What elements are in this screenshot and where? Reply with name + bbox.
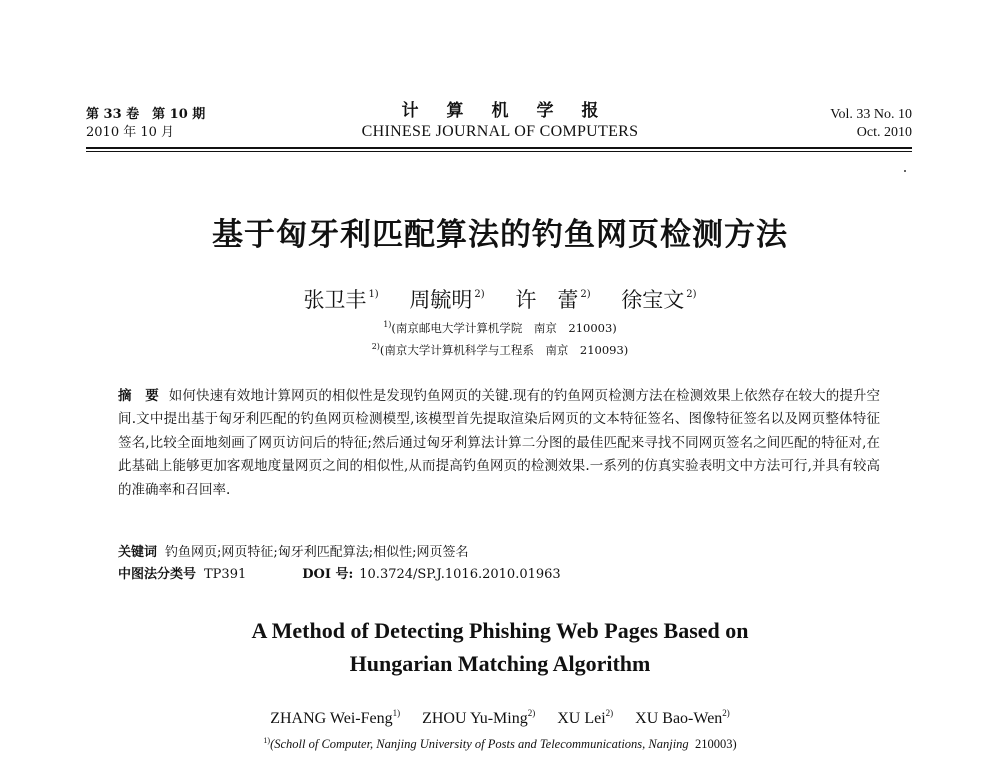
author-cn: 许 蕾 $^{2)}$ (515, 288, 591, 312)
doi-label: DOI 号: (302, 567, 354, 582)
authors-en (0, 708, 1000, 728)
paper-title-en-line2: Hungarian Matching Algorithm (349, 651, 651, 676)
author-cn: 徐宝文 $^{2)}$ (621, 288, 697, 312)
author-cn: 周毓明 $^{2)}$ (409, 288, 485, 312)
issue-info-en (830, 106, 912, 142)
keywords-label: 关键词 (118, 545, 158, 560)
issue-info-cn (86, 106, 205, 142)
affiliation-en: $^{1)}$(Scholl of Computer, Nanjing University of Posts and Telecommunications, Nanjing 210003) (263, 736, 737, 752)
author-cn: 张卫丰 $^{1)}$ (303, 288, 379, 312)
date-en: Oct. 2010 (856, 125, 912, 140)
journal-name-en: CHINESE JOURNAL OF COMPUTERS (361, 123, 639, 140)
volume-issue-cn: 第 33 卷 第 10 期 (86, 107, 206, 122)
speck-mark (904, 170, 906, 172)
date-cn: 2010 年 10 月 (86, 125, 175, 140)
keywords-cn (118, 544, 880, 562)
volume-issue-en: Vol. 33 No. 10 (830, 107, 912, 122)
authors-cn (0, 284, 1000, 314)
clc-value: TP391 (204, 567, 247, 582)
clc-label: 中图法分类号 (118, 567, 197, 582)
author-en: ZHANG Wei-Feng$^{1)}$ (270, 708, 401, 727)
paper-title-en-line1: A Method of Detecting Phishing Web Pages Based on (251, 618, 749, 643)
abstract-text: 如何快速有效地计算网页的相似性是发现钓鱼网页的关键.现有的钓鱼网页检测方法在检测效果上依然存在较大的提升空间.文中提出基于匈牙利匹配的钓鱼网页检测模型,该模型首先提取渲染后网页的文本特征签名、图像特征签名以及网页整体特征签名,比较全面地刻画了网页访问后的特征;然后通过匈牙利算法计算二分图的最佳匹配来寻找不同网页签名之间匹配的特征对,在此基础上能够更加客观地度量网页之间的相似性,从而提高钓鱼网页的检测效果.一系列的仿真实验表明文中方法可行,并具有较高的准确率和召回率. (118, 388, 881, 498)
journal-name-cn: 计算机学报 (401, 101, 627, 121)
classification-line (118, 566, 880, 584)
abstract-label: 摘 要 (118, 388, 159, 404)
paper-title-cn: 基于匈牙利匹配算法的钓鱼网页检测方法 (212, 217, 788, 253)
header-rule-thick (86, 147, 912, 149)
journal-name (300, 100, 700, 142)
affiliation-cn-1: $^{1)}$(南京邮电大学计算机学院 南京 210003) (383, 320, 617, 335)
affiliation-cn-2: $^{2)}$(南京大学计算机科学与工程系 南京 210093) (371, 342, 629, 357)
header-rule-thin (86, 151, 912, 152)
author-en: XU Lei$^{2)}$ (557, 708, 614, 727)
paper-title-en (0, 614, 1000, 680)
keywords-text: 钓鱼网页;网页特征;匈牙利匹配算法;相似性;网页签名 (165, 545, 469, 560)
author-en: XU Bao-Wen$^{2)}$ (635, 708, 730, 727)
abstract-cn (118, 385, 880, 502)
doi-value: 10.3724/SP.J.1016.2010.01963 (359, 567, 561, 582)
author-en: ZHOU Yu-Ming$^{2)}$ (422, 708, 536, 727)
